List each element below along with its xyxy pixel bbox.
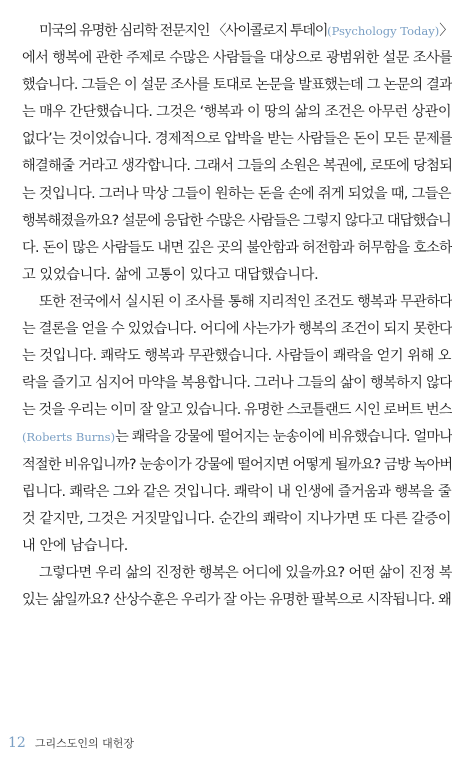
text-run: 는 것입니다. 그러나 막상 그들이 원하는 돈을 손에 쥐게 되었을 때, 그들은 bbox=[22, 185, 451, 202]
text-run: 없다’는 것이었습니다. 경제적으로 압박을 받는 사람들은 돈이 모든 문제를 bbox=[22, 131, 452, 148]
text-run: 고 있었습니다. 삶에 고통이 있다고 대답했습니다. bbox=[22, 266, 319, 283]
text-run: 그렇다면 우리 삶의 진정한 행복은 어디에 있을까요? 어떤 삶이 진정 복 bbox=[39, 564, 452, 581]
text-line bbox=[22, 533, 452, 560]
text-run: 미국의 유명한 심리학 전문지인 〈사이콜로지 투데이 bbox=[39, 23, 328, 39]
text-line bbox=[22, 289, 452, 316]
text-line bbox=[22, 506, 452, 533]
text-run: 또한 전국에서 실시된 이 조사를 통해 지리적인 조건도 행복과 무관하다 bbox=[39, 293, 452, 310]
text-line bbox=[22, 235, 452, 262]
text-run: 내 안에 남습니다. bbox=[22, 537, 128, 554]
text-line bbox=[22, 370, 452, 397]
page-footer bbox=[8, 732, 134, 752]
text-run: 는 것입니다. 쾌락도 행복과 무관했습니다. 사람들이 쾌락을 얻기 위해 오 bbox=[22, 348, 452, 365]
text-line bbox=[22, 181, 452, 208]
text-line bbox=[22, 72, 452, 99]
text-line bbox=[22, 316, 452, 343]
text-run: 립니다. 쾌락은 그와 같은 것입니다. 쾌락이 내 인생에 즐거움과 행복을 줄 bbox=[22, 483, 452, 500]
text-run: 다. 돈이 많은 사람들도 내면 깊은 곳의 불안함과 허전함과 허무함을 호소하 bbox=[22, 239, 452, 256]
text-run: 에서 행복에 관한 주제로 수많은 사람들을 대상으로 광범위한 설문 조사를 bbox=[22, 50, 452, 67]
text-run: 는 것을 우리는 이미 잘 알고 있습니다. 유명한 스코틀랜드 시인 로버트 번스 bbox=[22, 402, 452, 419]
text-line bbox=[22, 99, 452, 126]
text-line bbox=[22, 587, 452, 614]
text-run: 적절한 비유입니까? 눈송이가 강물에 떨어지면 어떻게 될까요? 금방 녹아버 bbox=[22, 456, 452, 473]
latin-gloss: (Roberts Burns) bbox=[22, 430, 116, 445]
text-run: 해결해줄 거라고 생각합니다. 그래서 그들의 소원은 복권에, 로또에 당첨되 bbox=[22, 158, 452, 175]
text-run: 락을 즐기고 심지어 마약을 복용합니다. 그러나 그들의 삶이 행복하지 않다 bbox=[22, 375, 452, 392]
text-run: 했습니다. 그들은 이 설문 조사를 토대로 논문을 발표했는데 그 논문의 결과 bbox=[22, 77, 452, 94]
text-run: 행복해졌을까요? 설문에 응답한 수많은 사람들은 그렇지 않다고 대답했습니 bbox=[22, 212, 451, 229]
text-line bbox=[22, 153, 452, 180]
page-number: 12 bbox=[8, 735, 26, 751]
text-run: 는 쾌락을 강물에 떨어지는 눈송이에 비유했습니다. 얼마나 bbox=[115, 429, 452, 446]
text-line bbox=[22, 479, 452, 506]
text-line bbox=[22, 126, 452, 153]
text-line bbox=[22, 262, 452, 289]
body-text bbox=[22, 18, 452, 614]
text-line bbox=[22, 397, 452, 424]
text-line bbox=[22, 452, 452, 479]
text-line bbox=[22, 343, 452, 370]
text-run: 는 결론을 얻을 수 있었습니다. 어디에 사는가가 행복의 조건이 되지 못한다 bbox=[22, 321, 452, 338]
latin-gloss: (Psychology Today) bbox=[327, 24, 440, 38]
text-run: 있는 삶일까요? 산상수훈은 우리가 잘 아는 유명한 팔복으로 시작됩니다. 왜 bbox=[22, 591, 451, 608]
text-run: 는 매우 간단했습니다. 그것은 ‘행복과 이 땅의 삶의 조건은 아무런 상관이 bbox=[22, 104, 452, 121]
text-run: 〉 bbox=[439, 23, 452, 39]
text-line bbox=[22, 208, 452, 235]
text-run: 것 같지만, 그것은 거짓말입니다. 순간의 쾌락이 지나가면 또 다른 갈증이 bbox=[22, 510, 452, 527]
text-line bbox=[22, 560, 452, 587]
running-head: 그리스도인의 대헌장 bbox=[34, 737, 135, 750]
text-line bbox=[22, 424, 452, 451]
text-line bbox=[22, 45, 452, 72]
text-line bbox=[22, 18, 452, 45]
